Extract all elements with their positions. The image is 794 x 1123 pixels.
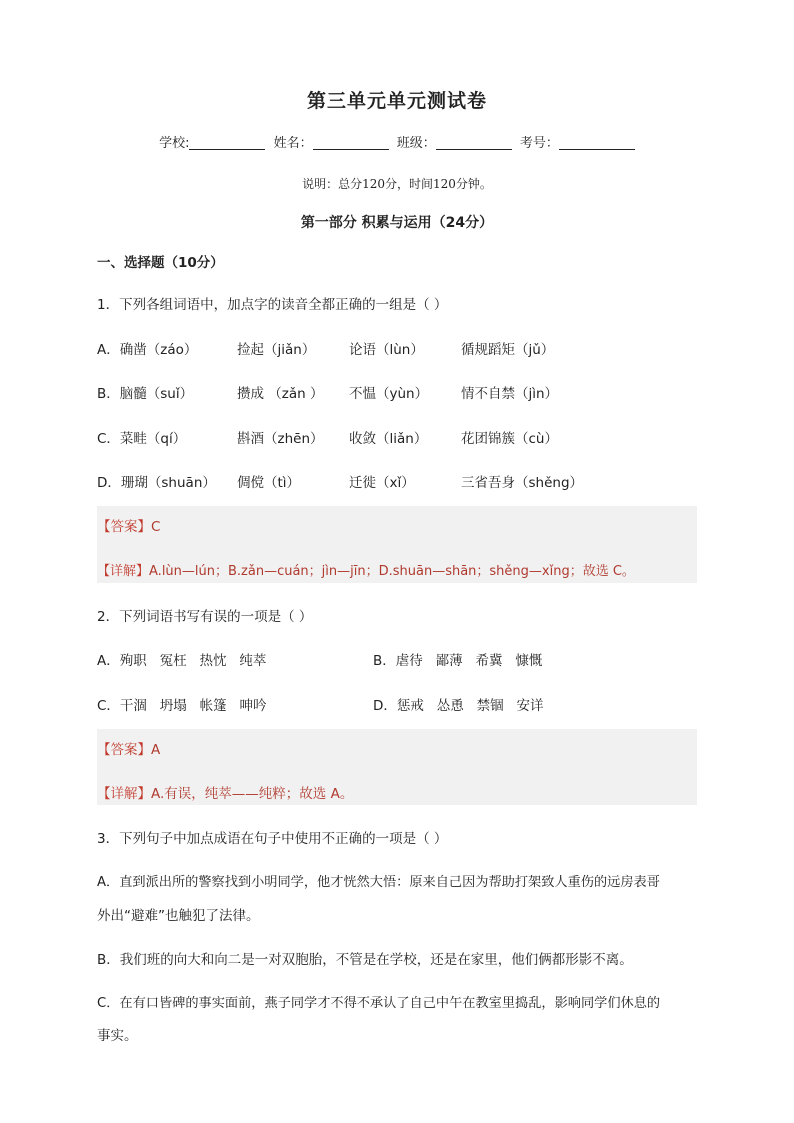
q1-option-a-4: 循规蹈矩（jǔ）	[461, 342, 555, 358]
section-title: 一、选择题（10分）	[97, 255, 224, 271]
q1-option-b-2: 攒成 （zǎn ）	[237, 386, 324, 402]
detail-text: A.lùn—lún；B.zǎn—cuán；jìn—jīn；D.shuān—shān；shěng—xǐng；故选 C。	[149, 564, 635, 579]
answer-value: C	[151, 519, 161, 535]
q1-option-c-1: C．菜畦（qí）	[97, 431, 187, 447]
q3-option-b: B．我们班的向大和向二是一对双胞胎，不管是在学校，还是在家里，他们俩都形影不离。	[97, 952, 633, 968]
detail-text: A.有误，纯萃——纯粹；故选 A。	[151, 786, 354, 802]
exam-title: 第三单元单元测试卷	[306, 90, 487, 112]
exam-note: 说明：总分120分，时间120分钟。	[302, 177, 492, 191]
detail-tag: 【详解】	[97, 786, 151, 802]
answer-tag: 【答案】	[97, 742, 151, 758]
class-blank[interactable]	[436, 135, 512, 150]
q1-answer	[97, 515, 160, 535]
q1-option-d-4: 三省吾身（shěng）	[461, 475, 584, 491]
q1-option-c-4: 花团锦簇（cù）	[461, 431, 558, 447]
student-info-line	[0, 132, 794, 151]
q3-option-c-line1: C．在有口皆碑的事实面前，燕子同学才不得不承认了自己中午在教室里捣乱，影响同学们休息的	[97, 996, 661, 1011]
q1-option-a-3: 论语（lùn）	[349, 342, 424, 358]
q2-option-a: A．殉职 冤枉 热忱 纯萃	[97, 653, 267, 669]
question-2-stem: 2．下列词语书写有误的一项是（ ）	[97, 609, 313, 625]
school-label: 学校:	[159, 136, 190, 151]
q3-option-a-line1: A．直到派出所的警察找到小明同学，他才恍然大悟：原来自己因为帮助打架致人重伤的远房表哥	[97, 875, 660, 890]
class-label: 班级：	[396, 136, 436, 151]
exam-number-label: 考号：	[519, 136, 559, 151]
q2-answer	[97, 738, 160, 758]
q1-option-a-2: 捡起（jiǎn）	[237, 342, 316, 358]
q1-option-a-1: A．确凿（záo）	[97, 342, 198, 358]
answer-tag: 【答案】	[97, 519, 151, 535]
name-label: 姓名：	[273, 136, 313, 151]
name-blank[interactable]	[313, 135, 389, 150]
q3-option-c-line2: 事实。	[97, 1028, 138, 1044]
answer-value: A	[151, 742, 161, 758]
q1-option-d-1: D．珊瑚（shuān）	[97, 475, 216, 491]
q1-option-b-1: B．脑髓（suǐ）	[97, 386, 194, 402]
q3-option-a-line2: 外出“避难”也触犯了法律。	[97, 908, 260, 924]
q2-detail	[97, 782, 353, 802]
q1-option-d-3: 迁徙（xǐ）	[349, 475, 415, 491]
part-title: 第一部分 积累与运用（24分）	[300, 215, 494, 231]
question-3-stem: 3．下列句子中加点成语在句子中使用不正确的一项是（ ）	[97, 831, 448, 847]
q1-detail	[97, 560, 635, 579]
q1-option-d-2: 倜傥（tì）	[237, 475, 301, 491]
q2-option-b: B．虐待 鄙薄 希冀 慷慨	[373, 653, 543, 669]
exam-number-blank[interactable]	[559, 135, 635, 150]
q2-option-d: D．惩戒 怂恿 禁锢 安详	[373, 698, 544, 714]
q1-option-b-3: 不愠（yùn）	[349, 386, 429, 402]
detail-tag: 【详解】	[97, 564, 150, 579]
q2-option-c: C．干涸 坍塌 帐篷 呻吟	[97, 698, 267, 714]
question-1-stem: 1．下列各组词语中，加点字的读音全都正确的一组是（ ）	[97, 297, 448, 313]
q1-option-c-3: 收敛（liǎn）	[349, 431, 428, 447]
q1-option-c-2: 斟酒（zhēn）	[237, 431, 324, 447]
q1-option-b-4: 情不自禁（jìn）	[461, 386, 559, 402]
school-blank[interactable]	[189, 135, 265, 150]
